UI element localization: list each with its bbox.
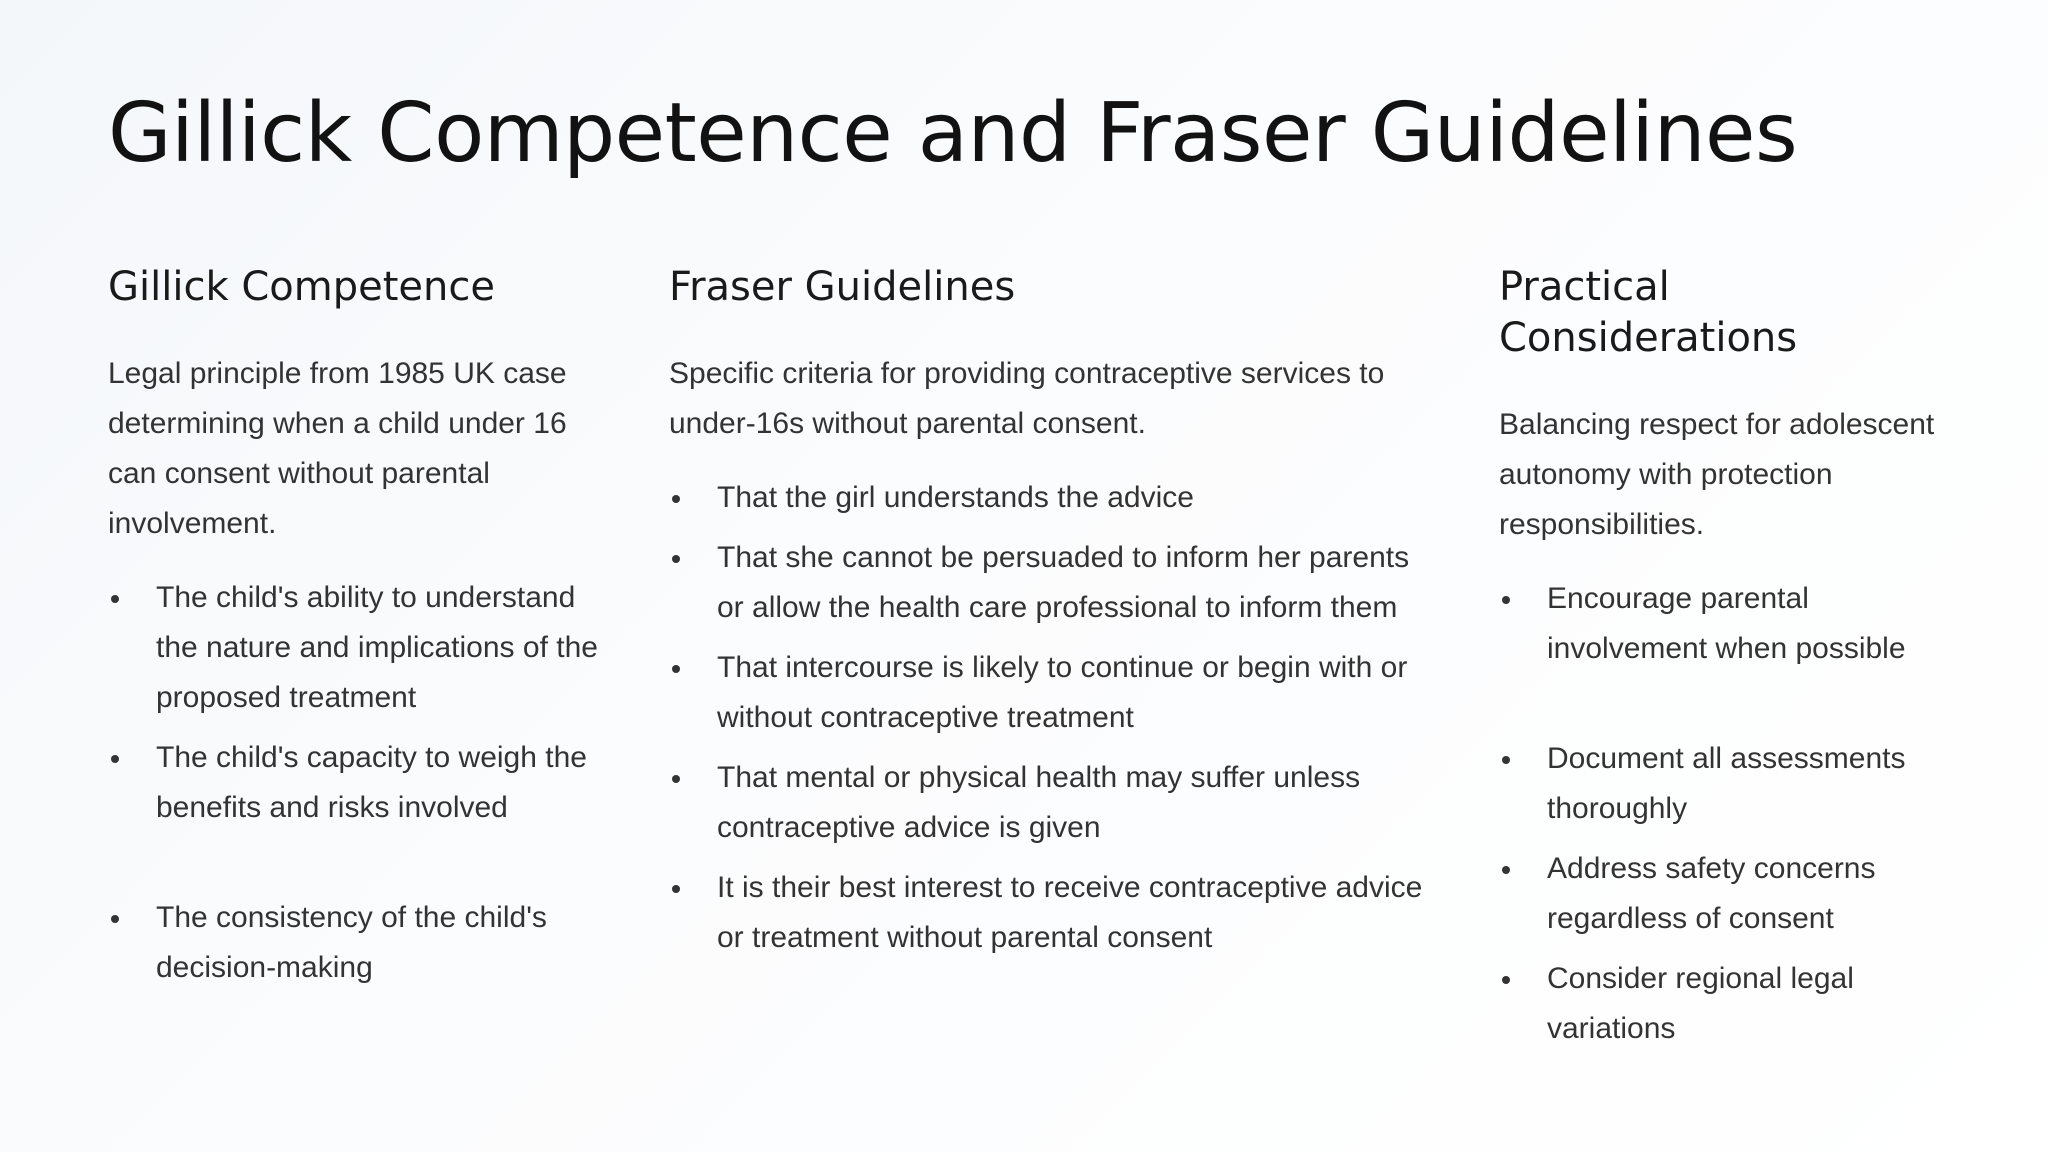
list-item [669,473,1429,523]
list-item-text: That she cannot be persuaded to inform her parents or allow the health care professional to inform them [717,541,1410,624]
bullet-list [1499,574,1969,1054]
list-item-text: That mental or physical health may suffer unless contraceptive advice is given [717,761,1361,844]
bullet-icon [1502,866,1510,874]
bullet-icon [1502,756,1510,764]
list-item [108,573,608,723]
bullet-icon [111,755,119,763]
bullet-icon [672,775,680,783]
bullet-icon [1502,596,1510,604]
list-item-text: That the girl understands the advice [717,481,1194,514]
column-heading: Gillick Competence [108,264,495,310]
list-item-text: That intercourse is likely to continue or begin with or without contraceptive treatment [717,651,1408,734]
column-fraser-guidelines [669,262,1429,973]
column-heading: Practical Considerations [1499,264,1798,361]
list-item [669,643,1429,743]
list-item [669,863,1429,963]
bullet-icon [111,915,119,923]
bullet-list [669,473,1429,963]
list-item-text: The consistency of the child's decision-making [156,901,547,984]
list-item-text: The child's capacity to weigh the benefits and risks involved [156,741,587,824]
bullet-icon [672,665,680,673]
list-item [1499,734,1969,834]
list-item [669,753,1429,853]
list-item [1499,574,1969,674]
list-item [1499,844,1969,944]
list-item [108,893,608,993]
column-intro: Specific criteria for providing contraceptive services to under-16s without parental consent. [669,357,1385,440]
list-item-text: Address safety concerns regardless of consent [1547,852,1876,935]
column-intro: Balancing respect for adolescent autonomy with protection responsibilities. [1499,408,1935,541]
bullet-icon [672,555,680,563]
list-item-text: It is their best interest to receive contraceptive advice or treatment without parental consent [717,871,1423,954]
column-gillick-competence [108,262,608,1003]
list-item-text: Encourage parental involvement when possible [1547,582,1906,665]
list-item-text: Document all assessments thoroughly [1547,742,1906,825]
bullet-icon [111,595,119,603]
bullet-icon [672,885,680,893]
column-practical-considerations [1499,262,1969,1064]
list-item [108,733,608,833]
list-item-text: The child's ability to understand the nature and implications of the proposed treatment [156,581,598,714]
bullet-icon [1502,976,1510,984]
bullet-list [108,573,608,993]
slide-title: Gillick Competence and Fraser Guidelines [108,86,1798,181]
bullet-icon [672,495,680,503]
column-intro: Legal principle from 1985 UK case determining when a child under 16 can consent without parental involvement. [108,357,567,540]
list-item-text: Consider regional legal variations [1547,962,1854,1045]
list-item [1499,954,1969,1054]
list-item [669,533,1429,633]
column-heading: Fraser Guidelines [669,264,1016,310]
